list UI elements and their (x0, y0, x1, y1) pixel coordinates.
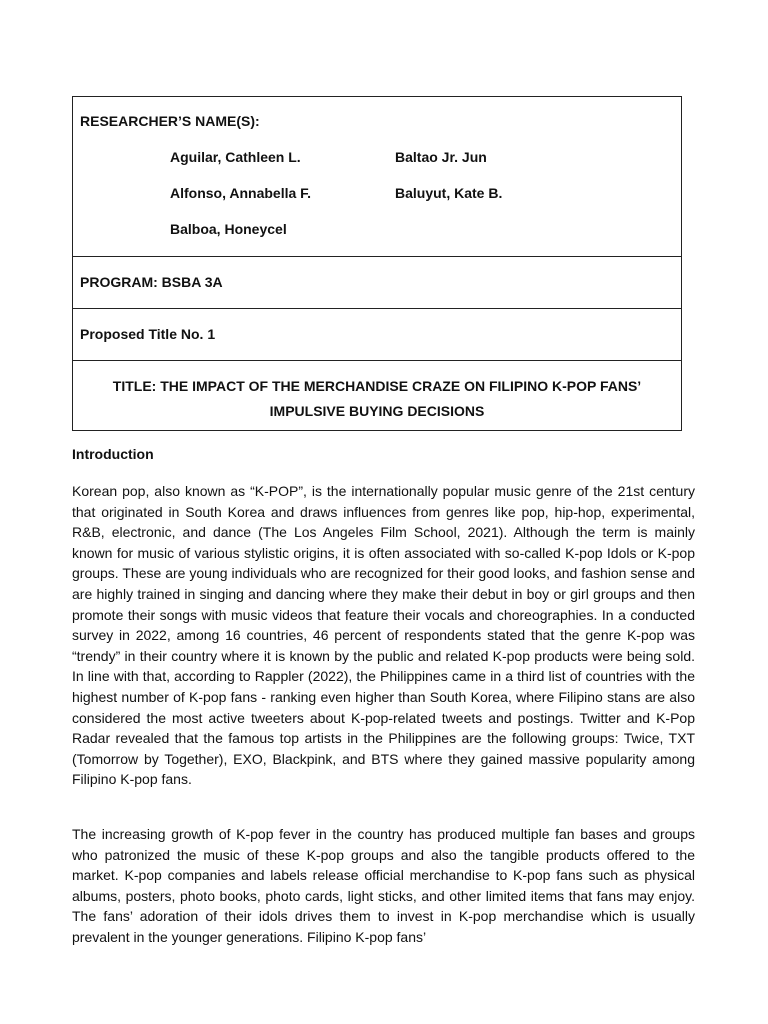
proposed-title-label: Proposed Title No. 1 (80, 326, 216, 342)
researcher-name: Alfonso, Annabella F. (170, 185, 312, 201)
researcher-name: Baluyut, Kate B. (395, 185, 503, 201)
researcher-name: Aguilar, Cathleen L. (170, 149, 301, 165)
program-row (73, 257, 681, 309)
title-row (73, 361, 681, 430)
introduction-paragraph: The increasing growth of K-pop fever in the country has produced multiple fan bases and groups who patronized the music of these K-pop groups and also the tangible products offered to the market. K-pop companies and labels release official merchandise to K-pop fans such as physical albums, posters, photo books, photo cards, light sticks, and other limited items that fans may enjoy. The fans’ adoration of their idols drives them to invest in K-pop merchandise which is usually prevalent in the younger generations. Filipino K-pop fans’ (72, 826, 695, 945)
introduction-paragraph: Korean pop, also known as “K-POP”, is the internationally popular music genre of the 21st century that originated in South Korea and draws influences from genres like pop, hip-hop, experimental, R&B, electronic, and dance (The Los Angeles Film School, 2021). Although the term is mainly known for music of various stylistic origins, it is often associated with so-called K-pop Idols or K-pop groups. These are young individuals who are recognized for their good looks, and fashion sense and are highly trained in singing and dancing where they make their debut in boy or girl groups and then promote their songs with music videos that feature their vocals and choreographies. In a conducted survey in 2022, among 16 countries, 46 percent of respondents stated that the genre K-pop was “trendy” in their country where it is known by the public and related K-pop products were being sold. In line with that, according to Rappler (2022), the Philippines came in a third list of countries with the highest number of K-pop fans - ranking even higher than South Korea, where Filipino stans are also considered the most active tweeters about K-pop-related tweets and postings. Twitter and K-Pop Radar revealed that the famous top artists in the Philippines are the following groups: Twice, TXT (Tomorrow by Together), EXO, Blackpink, and BTS where they gained massive popularity among Filipino K-pop fans. (72, 483, 695, 788)
researcher-name: Balboa, Honeycel (170, 221, 287, 237)
introduction-heading: Introduction (72, 446, 154, 462)
program-label: PROGRAM: BSBA 3A (80, 274, 223, 290)
researchers-label: RESEARCHER’S NAME(S): (80, 113, 260, 129)
research-title-line: IMPULSIVE BUYING DECISIONS (269, 403, 485, 419)
researchers-row (73, 97, 681, 257)
proposed-title-row (73, 309, 681, 361)
research-title-line: TITLE: THE IMPACT OF THE MERCHANDISE CRAZE ON FILIPINO K-POP FANS’ (112, 378, 642, 394)
researcher-name: Baltao Jr. Jun (395, 149, 487, 165)
research-info-table (72, 96, 682, 431)
research-title (73, 374, 681, 424)
